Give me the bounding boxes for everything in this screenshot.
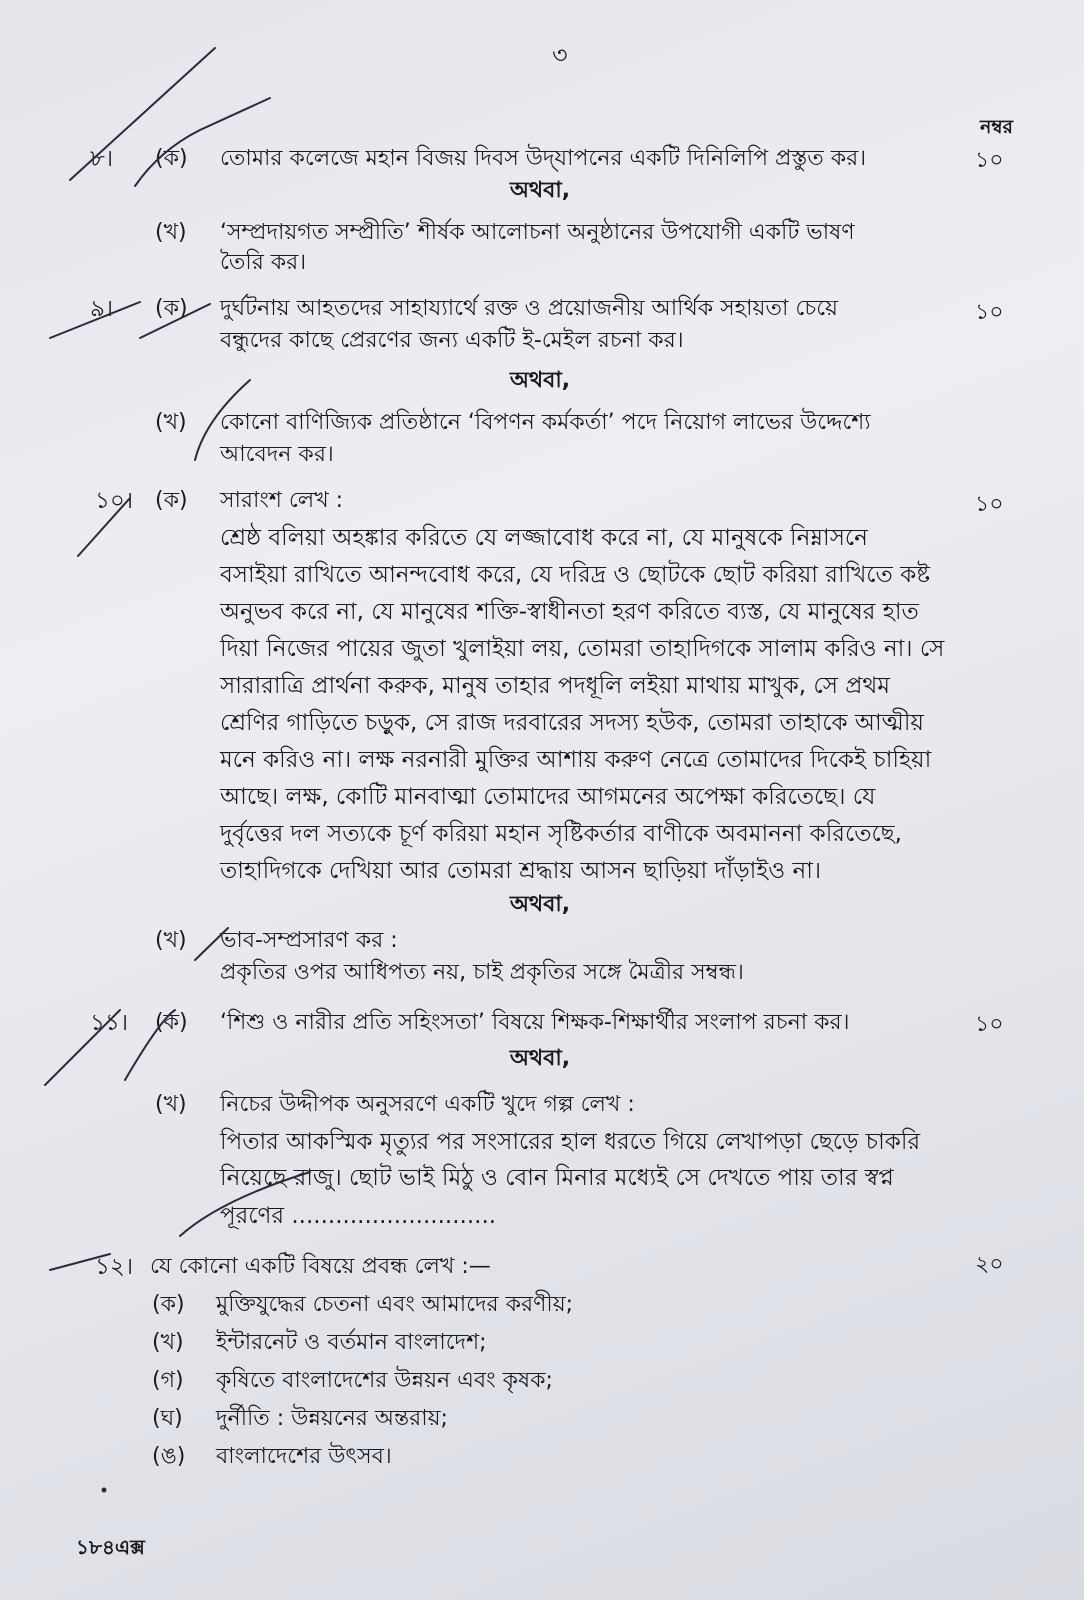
question-text: বন্ধুদের কাছে প্রেরণের জন্য একটি ই-মেইল রচনা কর।	[220, 328, 684, 353]
essay-topic: মুক্তিযুদ্ধের চেতনা এবং আমাদের করণীয়;	[216, 1292, 574, 1317]
question-text: প্রকৃতির ওপর আধিপত্য নয়, চাই প্রকৃতির সঙ্গে মৈত্রীর সম্বন্ধ।	[220, 960, 744, 985]
ink-dot	[102, 1488, 107, 1493]
option-label: (খ)	[155, 1092, 187, 1117]
question-text: কোনো বাণিজ্যিক প্রতিষ্ঠানে ‘বিপণন কর্মকর্তা’ পদে নিয়োগ লাভের উদ্দেশ্যে	[220, 410, 871, 435]
option-label: (খ)	[155, 410, 187, 435]
question-text: দুর্ঘটনায় আহতদের সাহায্যার্থে রক্ত ও প্রয়োজনীয় আর্থিক সহায়তা চেয়ে	[220, 296, 838, 321]
option-label: (গ)	[152, 1368, 184, 1393]
question-marks: ১০	[975, 492, 1004, 517]
or-separator: অথবা,	[509, 178, 571, 203]
option-label: (ক)	[155, 146, 188, 171]
stimulus-text: নিয়েছে রাজু। ছোট ভাই মিঠু ও বোন মিনার মধ্যেই সে দেখতে পায় তার স্বপ্ন	[220, 1165, 894, 1191]
stimulus-text: পূরণের ............................	[220, 1203, 497, 1229]
passage-line: দিয়া নিজের পায়ের জুতা খুলাইয়া লয়, তোমরা তাহাদিগকে সালাম করিও না। সে	[220, 636, 945, 662]
passage-line: শ্রেণির গাড়িতে চড়ুক, সে রাজ দরবারের সদস্য হউক, তোমরা তাহাকে আত্মীয়	[220, 710, 924, 736]
option-label: (ক)	[152, 1292, 185, 1317]
essay-topic: বাংলাদেশের উৎসব।	[216, 1444, 392, 1469]
question-number: ৮।	[90, 146, 114, 172]
passage-line: বসাইয়া রাখিতে আনন্দবোধ করে, যে দরিদ্র ও ছোটকে ছোট করিয়া রাখিতে কষ্ট	[220, 562, 930, 588]
essay-topic: ইন্টারনেট ও বর্তমান বাংলাদেশ;	[216, 1330, 487, 1355]
option-label: (ঘ)	[152, 1406, 183, 1431]
passage-line: তাহাদিগকে দেখিয়া আর তোমরা শ্রদ্ধায় আসন ছাড়িয়া দাঁড়াইও না।	[220, 858, 822, 884]
passage-line: দুর্বৃত্তের দল সত্যকে চূর্ণ করিয়া মহান সৃষ্টিকর্তার বাণীকে অবমাননা করিতেছে,	[220, 821, 902, 847]
option-label: (ক)	[155, 488, 188, 513]
passage-line: আছে। লক্ষ, কোটি মানবাত্মা তোমাদের আগমনের অপেক্ষা করিতেছে। যে	[220, 784, 876, 810]
question-number: ৯।	[90, 296, 114, 322]
passage-line: সারারাত্রি প্রার্থনা করুক, মানুষ তাহার পদধূলি লইয়া মাথায় মাখুক, সে প্রথম	[220, 673, 891, 699]
passage	[220, 520, 980, 890]
option-label: (খ)	[152, 1330, 184, 1355]
question-heading: সারাংশ লেখ :	[220, 488, 344, 513]
question-number: ১১।	[90, 1010, 129, 1036]
option-label: (খ)	[155, 220, 187, 245]
or-separator: অথবা,	[509, 1046, 571, 1071]
question-marks: ১০	[975, 300, 1004, 325]
passage-line: শ্রেষ্ঠ বলিয়া অহঙ্কার করিতে যে লজ্জাবোধ করে না, যে মানুষকে নিম্নাসনে	[220, 525, 868, 551]
or-separator: অথবা,	[509, 368, 571, 393]
essay-topic: দুর্নীতি : উন্নয়নের অন্তরায়;	[216, 1406, 448, 1431]
question-text: তোমার কলেজে মহান বিজয় দিবস উদ্‌যাপনের একটি দিনিলিপি প্রস্তুত কর।	[220, 146, 867, 171]
question-heading: নিচের উদ্দীপক অনুসরণে একটি খুদে গল্প লেখ :	[220, 1092, 635, 1117]
or-separator: অথবা,	[509, 892, 571, 917]
passage-line: মনে করিও না। লক্ষ নরনারী মুক্তির আশায় করুণ নেত্রে তোমাদের দিকেই চাহিয়া	[220, 747, 932, 773]
question-number: ১২।	[95, 1254, 134, 1280]
question-marks: ১০	[975, 1012, 1004, 1037]
question-text: আবেদন কর।	[220, 442, 334, 467]
question-number: ১০।	[95, 488, 134, 514]
passage-line: অনুভব করে না, যে মানুষের শক্তি-স্বাধীনতা হরণ করিতে ব্যস্ত, যে মানুষের হাত	[220, 599, 919, 625]
option-label: (ঙ)	[152, 1444, 186, 1469]
page-number: ৩	[552, 41, 568, 69]
essay-topic: কৃষিতে বাংলাদেশের উন্নয়ন এবং কৃষক;	[216, 1368, 553, 1393]
option-label: (খ)	[155, 928, 187, 953]
option-label: (ক)	[155, 296, 188, 321]
question-marks: ২০	[975, 1252, 1004, 1277]
footer-code: ১৮৪এক্স	[76, 1535, 145, 1559]
question-text: তৈরি কর।	[220, 250, 307, 275]
marks-column-header: নম্বর	[980, 116, 1013, 138]
question-marks: ১০	[975, 148, 1004, 173]
question-text: যে কোনো একটি বিষয়ে প্রবন্ধ লেখ :—	[150, 1254, 491, 1279]
stimulus-text: পিতার আকস্মিক মৃত্যুর পর সংসারের হাল ধরতে গিয়ে লেখাপড়া ছেড়ে চাকরি	[220, 1129, 921, 1155]
question-text: ‘সম্প্রদায়গত সম্প্রীতি’ শীর্ষক আলোচনা অনুষ্ঠানের উপযোগী একটি ভাষণ	[220, 220, 855, 245]
question-heading: ভাব-সম্প্রসারণ কর :	[220, 928, 398, 953]
option-label: (ক)	[155, 1010, 188, 1035]
question-text: ‘শিশু ও নারীর প্রতি সহিংসতা’ বিষয়ে শিক্ষক-শিক্ষার্থীর সংলাপ রচনা কর।	[220, 1010, 850, 1035]
